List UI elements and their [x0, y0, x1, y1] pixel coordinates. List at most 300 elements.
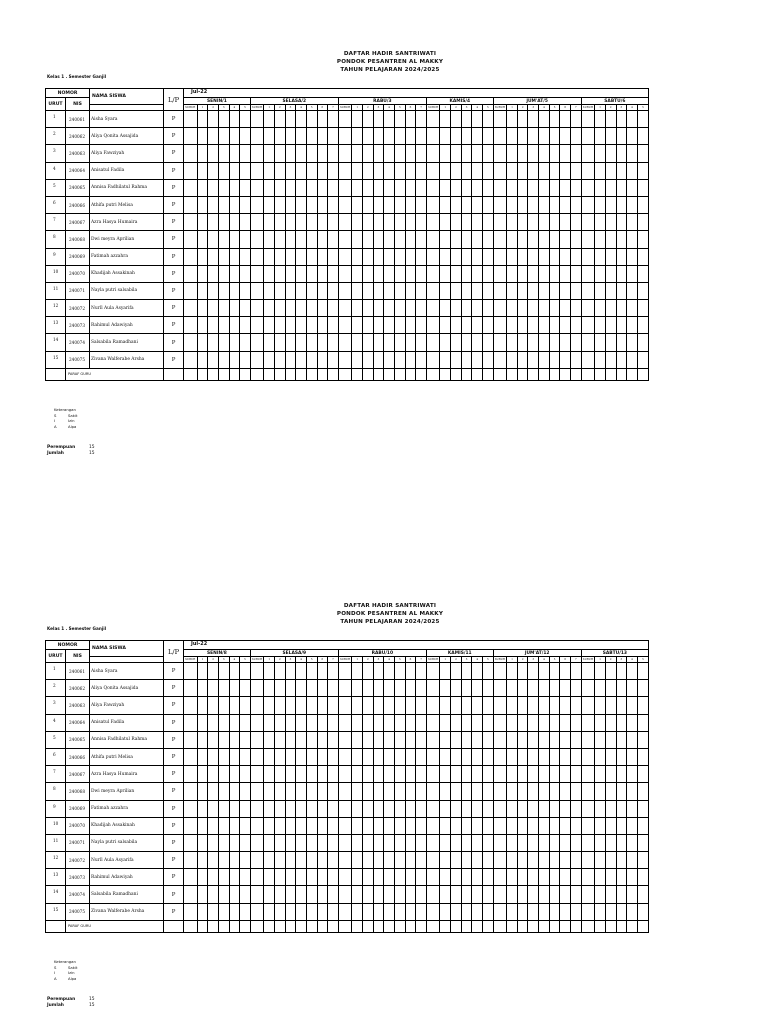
attendance-cell[interactable] — [483, 817, 494, 834]
attendance-cell[interactable] — [229, 869, 240, 886]
attendance-cell[interactable] — [264, 111, 275, 128]
attendance-cell[interactable] — [627, 196, 638, 213]
attendance-cell[interactable] — [493, 886, 507, 903]
attendance-cell[interactable] — [240, 834, 251, 851]
attendance-cell[interactable] — [451, 282, 462, 299]
attendance-cell[interactable] — [549, 317, 560, 334]
attendance-cell[interactable] — [229, 800, 240, 817]
attendance-cell[interactable] — [426, 869, 440, 886]
attendance-cell[interactable] — [394, 783, 405, 800]
attendance-cell[interactable] — [338, 214, 352, 231]
attendance-cell[interactable] — [285, 128, 296, 145]
attendance-cell[interactable] — [549, 800, 560, 817]
attendance-cell[interactable] — [549, 663, 560, 680]
attendance-cell[interactable] — [426, 748, 440, 765]
attendance-cell[interactable] — [560, 731, 571, 748]
attendance-cell[interactable] — [637, 903, 648, 920]
attendance-cell[interactable] — [493, 731, 507, 748]
paraf-cell[interactable] — [560, 920, 571, 932]
attendance-cell[interactable] — [229, 903, 240, 920]
attendance-cell[interactable] — [363, 351, 374, 368]
attendance-cell[interactable] — [528, 145, 539, 162]
paraf-cell[interactable] — [264, 368, 275, 380]
attendance-cell[interactable] — [264, 903, 275, 920]
paraf-cell[interactable] — [627, 920, 638, 932]
attendance-cell[interactable] — [208, 334, 219, 351]
attendance-cell[interactable] — [363, 731, 374, 748]
attendance-cell[interactable] — [549, 196, 560, 213]
attendance-cell[interactable] — [595, 783, 606, 800]
attendance-cell[interactable] — [250, 869, 264, 886]
attendance-cell[interactable] — [285, 162, 296, 179]
attendance-cell[interactable] — [627, 282, 638, 299]
paraf-cell[interactable] — [184, 920, 198, 932]
attendance-cell[interactable] — [560, 680, 571, 697]
attendance-cell[interactable] — [560, 817, 571, 834]
attendance-cell[interactable] — [384, 231, 395, 248]
attendance-cell[interactable] — [338, 800, 352, 817]
attendance-cell[interactable] — [483, 282, 494, 299]
attendance-cell[interactable] — [250, 834, 264, 851]
attendance-cell[interactable] — [539, 869, 550, 886]
attendance-cell[interactable] — [595, 265, 606, 282]
attendance-cell[interactable] — [352, 766, 363, 783]
attendance-cell[interactable] — [352, 128, 363, 145]
attendance-cell[interactable] — [605, 834, 616, 851]
attendance-cell[interactable] — [197, 196, 208, 213]
attendance-cell[interactable] — [363, 214, 374, 231]
attendance-cell[interactable] — [250, 783, 264, 800]
attendance-cell[interactable] — [285, 800, 296, 817]
attendance-cell[interactable] — [451, 162, 462, 179]
attendance-cell[interactable] — [317, 248, 328, 265]
paraf-cell[interactable] — [373, 368, 384, 380]
attendance-cell[interactable] — [528, 680, 539, 697]
attendance-cell[interactable] — [208, 903, 219, 920]
attendance-cell[interactable] — [461, 111, 472, 128]
attendance-cell[interactable] — [373, 111, 384, 128]
paraf-cell[interactable] — [493, 368, 507, 380]
attendance-cell[interactable] — [394, 317, 405, 334]
attendance-cell[interactable] — [250, 351, 264, 368]
attendance-cell[interactable] — [208, 748, 219, 765]
attendance-cell[interactable] — [549, 886, 560, 903]
paraf-cell[interactable] — [197, 920, 208, 932]
attendance-cell[interactable] — [507, 248, 518, 265]
attendance-cell[interactable] — [208, 300, 219, 317]
attendance-cell[interactable] — [493, 111, 507, 128]
attendance-cell[interactable] — [581, 663, 595, 680]
attendance-cell[interactable] — [240, 869, 251, 886]
attendance-cell[interactable] — [595, 714, 606, 731]
attendance-cell[interactable] — [394, 748, 405, 765]
attendance-cell[interactable] — [440, 869, 451, 886]
attendance-cell[interactable] — [560, 886, 571, 903]
attendance-cell[interactable] — [595, 852, 606, 869]
attendance-cell[interactable] — [571, 179, 582, 196]
attendance-cell[interactable] — [384, 800, 395, 817]
attendance-cell[interactable] — [416, 800, 427, 817]
attendance-cell[interactable] — [539, 334, 550, 351]
paraf-cell[interactable] — [363, 920, 374, 932]
attendance-cell[interactable] — [549, 783, 560, 800]
attendance-cell[interactable] — [581, 214, 595, 231]
attendance-cell[interactable] — [373, 886, 384, 903]
attendance-cell[interactable] — [472, 196, 483, 213]
attendance-cell[interactable] — [208, 351, 219, 368]
attendance-cell[interactable] — [328, 300, 339, 317]
attendance-cell[interactable] — [517, 663, 528, 680]
attendance-cell[interactable] — [416, 282, 427, 299]
paraf-cell[interactable] — [440, 368, 451, 380]
attendance-cell[interactable] — [528, 179, 539, 196]
attendance-cell[interactable] — [451, 766, 462, 783]
attendance-cell[interactable] — [426, 162, 440, 179]
attendance-cell[interactable] — [616, 179, 627, 196]
attendance-cell[interactable] — [317, 731, 328, 748]
attendance-cell[interactable] — [394, 248, 405, 265]
attendance-cell[interactable] — [451, 663, 462, 680]
attendance-cell[interactable] — [595, 817, 606, 834]
attendance-cell[interactable] — [571, 731, 582, 748]
attendance-cell[interactable] — [264, 697, 275, 714]
attendance-cell[interactable] — [306, 248, 317, 265]
attendance-cell[interactable] — [208, 282, 219, 299]
attendance-cell[interactable] — [517, 834, 528, 851]
attendance-cell[interactable] — [229, 162, 240, 179]
attendance-cell[interactable] — [595, 214, 606, 231]
attendance-cell[interactable] — [296, 903, 307, 920]
attendance-cell[interactable] — [274, 817, 285, 834]
attendance-cell[interactable] — [373, 903, 384, 920]
attendance-cell[interactable] — [451, 214, 462, 231]
attendance-cell[interactable] — [317, 852, 328, 869]
attendance-cell[interactable] — [218, 317, 229, 334]
attendance-cell[interactable] — [317, 317, 328, 334]
attendance-cell[interactable] — [616, 265, 627, 282]
attendance-cell[interactable] — [595, 351, 606, 368]
attendance-cell[interactable] — [549, 179, 560, 196]
attendance-cell[interactable] — [539, 852, 550, 869]
attendance-cell[interactable] — [416, 214, 427, 231]
attendance-cell[interactable] — [197, 663, 208, 680]
attendance-cell[interactable] — [616, 231, 627, 248]
attendance-cell[interactable] — [507, 179, 518, 196]
attendance-cell[interactable] — [328, 800, 339, 817]
attendance-cell[interactable] — [296, 680, 307, 697]
attendance-cell[interactable] — [240, 248, 251, 265]
attendance-cell[interactable] — [184, 714, 198, 731]
paraf-cell[interactable] — [285, 920, 296, 932]
attendance-cell[interactable] — [426, 265, 440, 282]
attendance-cell[interactable] — [264, 265, 275, 282]
attendance-cell[interactable] — [627, 903, 638, 920]
attendance-cell[interactable] — [250, 714, 264, 731]
attendance-cell[interactable] — [517, 351, 528, 368]
attendance-cell[interactable] — [472, 334, 483, 351]
attendance-cell[interactable] — [517, 282, 528, 299]
attendance-cell[interactable] — [595, 334, 606, 351]
attendance-cell[interactable] — [240, 714, 251, 731]
attendance-cell[interactable] — [581, 697, 595, 714]
attendance-cell[interactable] — [229, 317, 240, 334]
attendance-cell[interactable] — [338, 869, 352, 886]
attendance-cell[interactable] — [384, 317, 395, 334]
attendance-cell[interactable] — [571, 886, 582, 903]
attendance-cell[interactable] — [317, 162, 328, 179]
attendance-cell[interactable] — [394, 680, 405, 697]
attendance-cell[interactable] — [285, 766, 296, 783]
paraf-cell[interactable] — [405, 368, 416, 380]
attendance-cell[interactable] — [507, 231, 518, 248]
attendance-cell[interactable] — [426, 196, 440, 213]
attendance-cell[interactable] — [306, 179, 317, 196]
attendance-cell[interactable] — [352, 680, 363, 697]
attendance-cell[interactable] — [528, 214, 539, 231]
attendance-cell[interactable] — [197, 869, 208, 886]
attendance-cell[interactable] — [197, 351, 208, 368]
attendance-cell[interactable] — [184, 300, 198, 317]
attendance-cell[interactable] — [426, 179, 440, 196]
attendance-cell[interactable] — [197, 766, 208, 783]
paraf-cell[interactable] — [352, 368, 363, 380]
attendance-cell[interactable] — [507, 111, 518, 128]
attendance-cell[interactable] — [274, 852, 285, 869]
attendance-cell[interactable] — [405, 179, 416, 196]
attendance-cell[interactable] — [328, 680, 339, 697]
attendance-cell[interactable] — [338, 748, 352, 765]
attendance-cell[interactable] — [616, 162, 627, 179]
attendance-cell[interactable] — [616, 128, 627, 145]
attendance-cell[interactable] — [616, 748, 627, 765]
attendance-cell[interactable] — [440, 300, 451, 317]
attendance-cell[interactable] — [218, 162, 229, 179]
attendance-cell[interactable] — [250, 145, 264, 162]
attendance-cell[interactable] — [605, 800, 616, 817]
attendance-cell[interactable] — [605, 162, 616, 179]
attendance-cell[interactable] — [472, 300, 483, 317]
attendance-cell[interactable] — [229, 714, 240, 731]
attendance-cell[interactable] — [483, 852, 494, 869]
attendance-cell[interactable] — [528, 783, 539, 800]
attendance-cell[interactable] — [472, 680, 483, 697]
attendance-cell[interactable] — [461, 680, 472, 697]
attendance-cell[interactable] — [528, 714, 539, 731]
attendance-cell[interactable] — [440, 248, 451, 265]
attendance-cell[interactable] — [338, 351, 352, 368]
attendance-cell[interactable] — [338, 128, 352, 145]
attendance-cell[interactable] — [581, 334, 595, 351]
attendance-cell[interactable] — [483, 766, 494, 783]
attendance-cell[interactable] — [274, 766, 285, 783]
attendance-cell[interactable] — [317, 714, 328, 731]
attendance-cell[interactable] — [229, 680, 240, 697]
attendance-cell[interactable] — [517, 248, 528, 265]
attendance-cell[interactable] — [517, 800, 528, 817]
attendance-cell[interactable] — [264, 145, 275, 162]
attendance-cell[interactable] — [627, 351, 638, 368]
attendance-cell[interactable] — [218, 351, 229, 368]
attendance-cell[interactable] — [571, 128, 582, 145]
attendance-cell[interactable] — [229, 886, 240, 903]
attendance-cell[interactable] — [571, 231, 582, 248]
attendance-cell[interactable] — [627, 817, 638, 834]
attendance-cell[interactable] — [493, 196, 507, 213]
attendance-cell[interactable] — [426, 214, 440, 231]
attendance-cell[interactable] — [184, 111, 198, 128]
attendance-cell[interactable] — [539, 300, 550, 317]
attendance-cell[interactable] — [274, 317, 285, 334]
paraf-cell[interactable] — [483, 920, 494, 932]
attendance-cell[interactable] — [197, 714, 208, 731]
attendance-cell[interactable] — [595, 162, 606, 179]
attendance-cell[interactable] — [493, 248, 507, 265]
attendance-cell[interactable] — [328, 334, 339, 351]
paraf-cell[interactable] — [627, 368, 638, 380]
attendance-cell[interactable] — [250, 817, 264, 834]
attendance-cell[interactable] — [605, 697, 616, 714]
paraf-cell[interactable] — [208, 920, 219, 932]
attendance-cell[interactable] — [208, 766, 219, 783]
paraf-cell[interactable] — [328, 368, 339, 380]
attendance-cell[interactable] — [285, 282, 296, 299]
attendance-cell[interactable] — [493, 334, 507, 351]
attendance-cell[interactable] — [229, 731, 240, 748]
attendance-cell[interactable] — [184, 231, 198, 248]
attendance-cell[interactable] — [184, 214, 198, 231]
attendance-cell[interactable] — [461, 162, 472, 179]
attendance-cell[interactable] — [440, 179, 451, 196]
attendance-cell[interactable] — [571, 869, 582, 886]
attendance-cell[interactable] — [184, 680, 198, 697]
attendance-cell[interactable] — [352, 162, 363, 179]
attendance-cell[interactable] — [274, 680, 285, 697]
attendance-cell[interactable] — [363, 852, 374, 869]
paraf-cell[interactable] — [539, 920, 550, 932]
attendance-cell[interactable] — [517, 697, 528, 714]
paraf-cell[interactable] — [317, 368, 328, 380]
attendance-cell[interactable] — [218, 334, 229, 351]
attendance-cell[interactable] — [338, 179, 352, 196]
attendance-cell[interactable] — [549, 282, 560, 299]
attendance-cell[interactable] — [218, 852, 229, 869]
attendance-cell[interactable] — [472, 317, 483, 334]
attendance-cell[interactable] — [352, 834, 363, 851]
attendance-cell[interactable] — [229, 300, 240, 317]
paraf-cell[interactable] — [250, 368, 264, 380]
attendance-cell[interactable] — [264, 886, 275, 903]
attendance-cell[interactable] — [605, 196, 616, 213]
attendance-cell[interactable] — [197, 128, 208, 145]
attendance-cell[interactable] — [616, 214, 627, 231]
attendance-cell[interactable] — [581, 748, 595, 765]
attendance-cell[interactable] — [549, 731, 560, 748]
attendance-cell[interactable] — [274, 748, 285, 765]
attendance-cell[interactable] — [637, 834, 648, 851]
attendance-cell[interactable] — [384, 663, 395, 680]
attendance-cell[interactable] — [528, 886, 539, 903]
attendance-cell[interactable] — [571, 317, 582, 334]
attendance-cell[interactable] — [627, 145, 638, 162]
attendance-cell[interactable] — [483, 265, 494, 282]
attendance-cell[interactable] — [373, 214, 384, 231]
attendance-cell[interactable] — [285, 697, 296, 714]
attendance-cell[interactable] — [285, 179, 296, 196]
attendance-cell[interactable] — [184, 731, 198, 748]
attendance-cell[interactable] — [363, 334, 374, 351]
attendance-cell[interactable] — [240, 886, 251, 903]
attendance-cell[interactable] — [317, 748, 328, 765]
attendance-cell[interactable] — [616, 248, 627, 265]
attendance-cell[interactable] — [394, 351, 405, 368]
attendance-cell[interactable] — [352, 111, 363, 128]
attendance-cell[interactable] — [461, 214, 472, 231]
attendance-cell[interactable] — [184, 834, 198, 851]
attendance-cell[interactable] — [571, 697, 582, 714]
attendance-cell[interactable] — [571, 852, 582, 869]
attendance-cell[interactable] — [296, 886, 307, 903]
attendance-cell[interactable] — [317, 196, 328, 213]
attendance-cell[interactable] — [285, 783, 296, 800]
attendance-cell[interactable] — [274, 162, 285, 179]
attendance-cell[interactable] — [328, 852, 339, 869]
attendance-cell[interactable] — [218, 817, 229, 834]
attendance-cell[interactable] — [483, 748, 494, 765]
attendance-cell[interactable] — [229, 196, 240, 213]
attendance-cell[interactable] — [264, 300, 275, 317]
attendance-cell[interactable] — [317, 145, 328, 162]
attendance-cell[interactable] — [328, 834, 339, 851]
attendance-cell[interactable] — [571, 783, 582, 800]
paraf-cell[interactable] — [528, 368, 539, 380]
attendance-cell[interactable] — [373, 248, 384, 265]
attendance-cell[interactable] — [250, 248, 264, 265]
attendance-cell[interactable] — [394, 334, 405, 351]
attendance-cell[interactable] — [250, 697, 264, 714]
attendance-cell[interactable] — [461, 248, 472, 265]
attendance-cell[interactable] — [405, 265, 416, 282]
attendance-cell[interactable] — [571, 145, 582, 162]
attendance-cell[interactable] — [285, 196, 296, 213]
attendance-cell[interactable] — [363, 886, 374, 903]
attendance-cell[interactable] — [394, 903, 405, 920]
attendance-cell[interactable] — [352, 886, 363, 903]
attendance-cell[interactable] — [560, 834, 571, 851]
attendance-cell[interactable] — [549, 248, 560, 265]
attendance-cell[interactable] — [264, 748, 275, 765]
attendance-cell[interactable] — [605, 852, 616, 869]
attendance-cell[interactable] — [405, 351, 416, 368]
attendance-cell[interactable] — [317, 265, 328, 282]
attendance-cell[interactable] — [571, 748, 582, 765]
paraf-cell[interactable] — [405, 920, 416, 932]
attendance-cell[interactable] — [285, 300, 296, 317]
attendance-cell[interactable] — [197, 231, 208, 248]
attendance-cell[interactable] — [264, 317, 275, 334]
attendance-cell[interactable] — [581, 817, 595, 834]
attendance-cell[interactable] — [637, 111, 648, 128]
attendance-cell[interactable] — [560, 317, 571, 334]
attendance-cell[interactable] — [394, 214, 405, 231]
attendance-cell[interactable] — [394, 800, 405, 817]
attendance-cell[interactable] — [240, 231, 251, 248]
attendance-cell[interactable] — [250, 334, 264, 351]
attendance-cell[interactable] — [483, 196, 494, 213]
attendance-cell[interactable] — [571, 714, 582, 731]
attendance-cell[interactable] — [483, 731, 494, 748]
attendance-cell[interactable] — [472, 265, 483, 282]
attendance-cell[interactable] — [605, 817, 616, 834]
